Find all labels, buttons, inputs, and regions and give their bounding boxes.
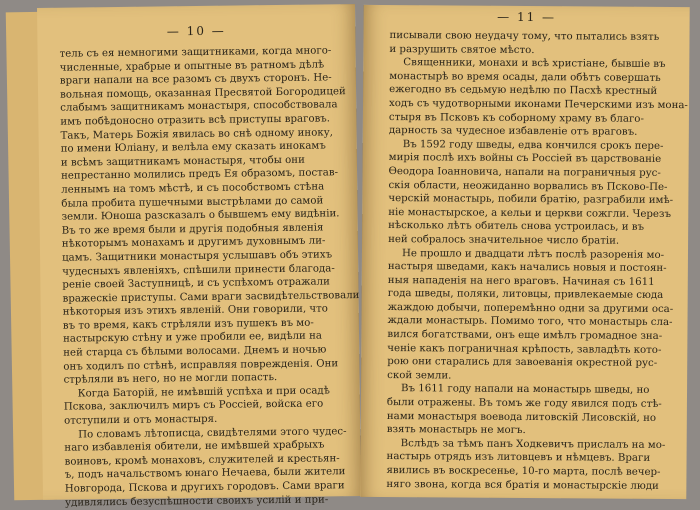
text-line: Въ то же время были и другія подобныя явленія bbox=[61, 222, 324, 237]
text-line: жаждою добычи, поперемѣнно одни за другими оса- bbox=[387, 301, 674, 315]
text-line: дарность за чудесное избавленіе отъ враговъ. bbox=[388, 125, 638, 138]
text-line: года шведы, поляки, литовцы, привлекаемые сюда bbox=[387, 288, 664, 302]
text-line: въ то время, какъ стрѣляли изъ пушекъ въ мо- bbox=[62, 317, 314, 332]
text-line: и разрушить святое мѣсто. bbox=[389, 43, 535, 56]
text-line: черскій монастырь, побили братію, разграбили имѣ- bbox=[388, 193, 674, 207]
text-line: ъ, подъ начальствомъ юнаго Нечаева, были жители bbox=[64, 466, 346, 482]
text-line: писывали свою неудачу тому, что пытались взять bbox=[389, 30, 660, 43]
text-line: была пробита пушечными выстрѣлами до самой bbox=[61, 195, 324, 210]
text-line: непрестанно молились предъ Ея образомъ, постав- bbox=[61, 167, 339, 183]
text-line: Когда Баторій, не имѣвшій успѣха и при осадѣ bbox=[77, 385, 330, 400]
text-line: вольная помощь, оказанная Пресвятой Богородицей bbox=[60, 85, 346, 101]
text-line: Вслѣдъ за тѣмъ панъ Ходкевичъ прислалъ на мо- bbox=[400, 437, 666, 451]
text-line: тель съ ея немногими защитниками, когда много- bbox=[59, 45, 332, 60]
left-page bbox=[37, 4, 361, 509]
text-line: враги напали на все разомъ съ двухъ сторонъ. Не- bbox=[59, 72, 332, 87]
text-line: нѣсколько лѣтъ обитель снова устроилась, и въ bbox=[388, 220, 645, 234]
text-line: вражескіе приступы. Сами враги засвидѣтельствовали bbox=[62, 289, 360, 305]
text-line: стрѣляли въ него, но не могли попасть. bbox=[63, 372, 278, 386]
text-line: настырь отрядъ изъ литовцевъ и нѣмцевъ. Враги bbox=[386, 451, 651, 465]
text-line: ской земли. bbox=[387, 369, 452, 382]
text-line: имъ побѣдоносно отразить всѣ приступы враговъ. bbox=[60, 113, 331, 128]
text-line: онъ ходилъ по стѣнѣ, исправляя поврежденія. Они bbox=[63, 357, 339, 373]
text-line: ней собралось значительное число братіи. bbox=[388, 233, 620, 247]
text-line: по имени Юліану, и велѣла ему сказать инокамъ bbox=[60, 140, 326, 155]
text-line: леннымъ на томъ мѣстѣ, и съ пособствомъ стѣна bbox=[61, 181, 325, 196]
text-line: Такъ, Матерь Божія явилась во снѣ одному иноку, bbox=[60, 126, 333, 142]
text-line: мирія послѣ ихъ войны съ Россіей въ царствованіе bbox=[388, 152, 662, 166]
text-line: воиновъ, кромѣ монаховъ, служителей и крестьян- bbox=[64, 453, 340, 468]
text-line: ныя нападенія на него враговъ. Начиная съ 1611 bbox=[387, 274, 655, 288]
text-line: нѣкоторыя изъ этихъ явленій. Они говорили, что bbox=[62, 303, 328, 318]
text-line: вился богатствами, онъ еще имѣлъ громадное зна- bbox=[387, 329, 663, 343]
text-line: удивлялись безуспѣшности своихъ усилій и при- bbox=[64, 494, 329, 509]
text-line: и всѣмъ защитникамъ монастыря, чтобы они bbox=[60, 154, 305, 169]
text-line: были отражены. Въ томъ же году явился подъ стѣ- bbox=[386, 397, 662, 410]
text-line: ежегодно въ седьмую недѣлю по Пасхѣ крестный bbox=[389, 84, 658, 98]
text-line: Не прошло и двадцати лѣтъ послѣ разоренія мо- bbox=[401, 247, 665, 261]
text-line: рою они старались для завоеванія окрестной рус- bbox=[387, 356, 658, 370]
text-line: ходъ съ чудотворными иконами Печерскими изъ мона- bbox=[388, 98, 688, 112]
text-line: Въ 1592 году шведы, едва кончился срокъ пере- bbox=[402, 138, 664, 152]
text-line: цамъ. Защитники монастыря услышавъ объ этихъ bbox=[61, 249, 333, 264]
text-line: ченіе какъ пограничная крѣпость, завладѣть кото- bbox=[387, 342, 662, 356]
text-line: ней старца съ бѣлыми волосами. Днемъ и ночью bbox=[63, 344, 327, 359]
text-line: ніе монастырское, а кельи и церкви сожгли. Черезъ bbox=[388, 206, 672, 220]
text-line: нѣкоторымъ монахамъ и другимъ духовнымъ ли- bbox=[61, 235, 326, 250]
page-text bbox=[37, 38, 361, 510]
text-line: слабымъ защитникамъ монастыря, способствовала bbox=[60, 99, 338, 115]
text-line: нами монастыря воевода литовскій Лисовскій, но bbox=[386, 410, 657, 424]
right-page bbox=[360, 5, 689, 499]
text-line: Ѳеодора Іоанновича, напали на пограничныя рус- bbox=[388, 165, 661, 179]
text-line: взять монастырь не могъ. bbox=[386, 424, 526, 437]
text-line: чудесныхъ явленіяхъ, спѣшили принести благода- bbox=[62, 262, 335, 278]
text-line: отступили и отъ монастыря. bbox=[63, 413, 218, 427]
text-line: няго звона, когда вся братія и монастырскіе люди bbox=[386, 478, 659, 492]
text-line: Въ 1611 году напали на монастырь шведы, но bbox=[401, 383, 650, 397]
text-line: реніе своей Заступницѣ, и съ успѣхомъ отражали bbox=[62, 276, 330, 291]
text-line: наго избавленія обители, не имѣвшей храбрыхъ bbox=[64, 439, 325, 454]
text-line: стыря въ Псковъ къ соборному храму въ благо- bbox=[388, 111, 644, 125]
page-number: — 10 — bbox=[166, 23, 226, 39]
text-line: Пскова, заключилъ миръ съ Россіей, войска его bbox=[63, 398, 324, 414]
text-line: земли. Юноша разсказалъ о бывшемъ ему видѣніи. bbox=[61, 208, 340, 223]
text-line: настыря шведами, какъ начались новыя и постоян- bbox=[387, 261, 667, 275]
text-line: численные, храбрые и опытные въ ратномъ дѣлѣ bbox=[59, 59, 325, 74]
text-line: ждали монастырь. Помимо того, что монастырь сла- bbox=[387, 315, 673, 329]
text-line: По словамъ лѣтописца, свидѣтелями этого чудес- bbox=[78, 425, 347, 441]
text-line: Новгорода, Пскова и другихъ городовъ. Сами враги bbox=[64, 480, 345, 495]
text-line: явились въ воскресенье, 10-го марта, послѣ вечер- bbox=[386, 465, 661, 478]
text-line: Священники, монахи и всѣ христіане, бывшіе въ bbox=[403, 57, 666, 71]
text-line: настырскую стѣну и уже пробили ее, видѣли на bbox=[62, 330, 322, 346]
page-text bbox=[360, 25, 689, 493]
page-number: — 11 — bbox=[497, 9, 557, 25]
text-line: монастырѣ во время осады, дали обѣтъ совершать bbox=[389, 70, 661, 84]
text-line: скія области, неожиданно ворвались въ Псково-Пе- bbox=[388, 179, 668, 193]
